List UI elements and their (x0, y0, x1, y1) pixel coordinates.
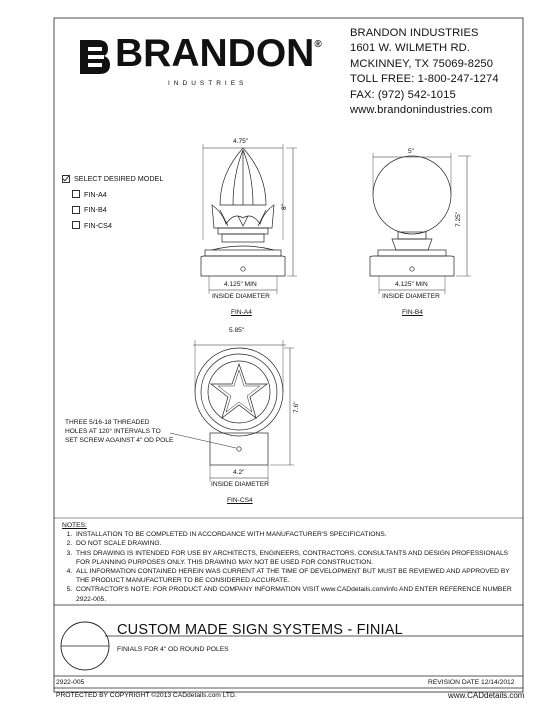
note-item: 5. CONTRACTOR'S NOTE: FOR PRODUCT AND COMPANY INFORMATION VISIT www.CADdetails.com/info AND ENTER REFERENCE NUMBER 2922-005. (74, 585, 522, 603)
cs4-callout (65, 418, 173, 445)
drawing-subtitle: FINIALS FOR 4" OD ROUND POLES (117, 646, 229, 653)
a4-base-dim: 4.125" MIN (224, 281, 257, 288)
fin-a4-drawing (201, 144, 297, 294)
company-name: BRANDON INDUSTRIES (350, 27, 479, 39)
a4-name: FIN-A4 (231, 309, 252, 316)
company-contact (350, 26, 499, 118)
fin-cs4-drawing (170, 340, 294, 482)
option-fin-a4[interactable] (72, 187, 163, 203)
a4-width-dim: 4.75" (233, 138, 249, 145)
option-label: FIN-A4 (84, 189, 107, 199)
revision-date: REVISION DATE 12/14/2012 (428, 679, 515, 686)
notes-section (62, 521, 522, 604)
checkbox-fin-cs4[interactable] (72, 221, 80, 229)
cs4-base-label: INSIDE DIAMETER (211, 481, 269, 488)
b4-base-dim: 4.125" MIN (395, 281, 428, 288)
note-item: 3. THIS DRAWING IS INTENDED FOR USE BY ARCHITECTS, ENGINEERS, CONTRACTORS, CONSULTANTS AND DESIGN PROFESSIONALS FOR PLANNING PURPOSES ONLY. THIS DRAWING MAY NOT BE USED FOR CONSTRUCTION. (74, 549, 522, 567)
option-fin-b4[interactable] (72, 202, 163, 218)
note-item: 4. ALL INFORMATION CONTAINED HEREIN WAS CURRENT AT THE TIME OF DEVELOPMENT BUT MUST BE REVIEWED AND APPROVED BY THE PRODUCT MANUFACTURER TO BE CONSIDERED ACCURATE. (74, 567, 522, 585)
option-fin-cs4[interactable] (72, 218, 163, 234)
model-selection (62, 171, 163, 233)
company-website[interactable]: www.brandonindustries.com (350, 104, 493, 117)
brand-tagline: INDUSTRIES (168, 80, 248, 87)
registered-mark: ® (314, 39, 322, 50)
b4-height-dim: 7.25" (455, 211, 462, 227)
caddetails-link[interactable]: www.CADdetails.com (448, 691, 525, 700)
cs4-name: FIN-CS4 (227, 497, 253, 504)
note-item: 1. INSTALLATION TO BE COMPLETED IN ACCORDANCE WITH MANUFACTURER'S SPECIFICATIONS. (74, 530, 522, 539)
cs4-base-dim: 4.2" (233, 469, 245, 476)
cs4-width-dim: 5.85" (229, 327, 245, 334)
option-label: FIN-B4 (84, 205, 107, 215)
note-item: 2. DO NOT SCALE DRAWING. (74, 539, 522, 548)
company-toll-free: TOLL FREE: 1-800-247-1274 (350, 73, 499, 86)
cs4-height-dim: 7.6" (293, 401, 300, 413)
callout-line-3: SET SCREW AGAINST 4" OD POLE (65, 437, 174, 444)
brandon-logo-icon (80, 40, 110, 74)
brand-wordmark (115, 34, 322, 73)
callout-line-2: HOLES AT 120° INTERVALS TO (65, 428, 161, 435)
notes-title: NOTES: (62, 522, 87, 529)
copyright-text: PROTECTED BY COPYRIGHT ©2013 CADdetails.com LTD. (56, 692, 237, 699)
brand-name: BRANDON (115, 32, 315, 75)
reference-number: 2922-005 (56, 679, 85, 686)
notes-list (62, 530, 522, 604)
a4-height-dim: 8" (281, 203, 288, 210)
company-fax: FAX: (972) 542-1015 (350, 88, 456, 101)
selection-heading: SELECT DESIRED MODEL (74, 174, 164, 184)
checkbox-fin-a4[interactable] (72, 190, 80, 198)
company-address-2: MCKINNEY, TX 75069-8250 (350, 57, 494, 70)
option-label: FIN-CS4 (84, 220, 112, 230)
b4-width-dim: 5" (408, 148, 415, 155)
a4-base-label: INSIDE DIAMETER (212, 293, 270, 300)
callout-line-1: THREE 5/16-18 THREADED (65, 419, 150, 426)
selection-check-icon (62, 175, 70, 183)
b4-base-label: INSIDE DIAMETER (382, 293, 440, 300)
selection-heading-row (62, 171, 163, 187)
checkbox-fin-b4[interactable] (72, 206, 80, 214)
company-address-1: 1601 W. WILMETH RD. (350, 42, 471, 55)
drawing-title: CUSTOM MADE SIGN SYSTEMS - FINIAL (117, 622, 403, 638)
b4-name: FIN-B4 (402, 309, 423, 316)
